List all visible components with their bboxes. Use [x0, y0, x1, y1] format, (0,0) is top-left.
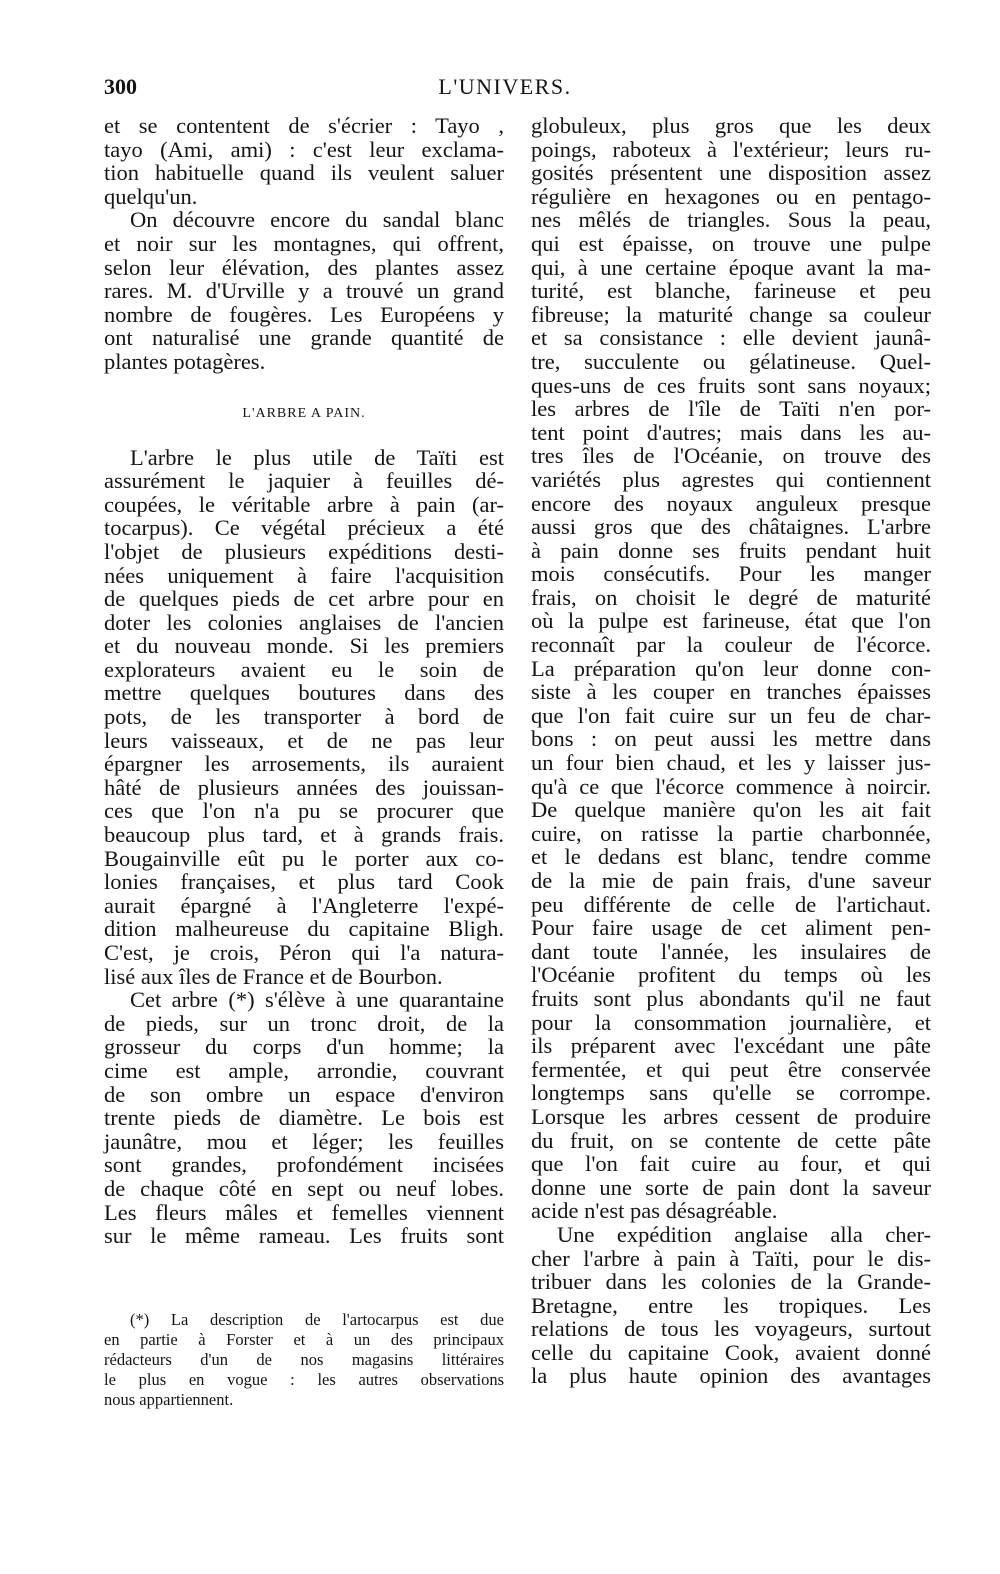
- text-line: hâté de plusieurs années des jouissan-: [104, 774, 504, 800]
- text-line: fibreuse; la maturité change sa couleur: [531, 301, 931, 327]
- text-line: l'Océanie profitent du temps où les: [531, 962, 931, 988]
- text-line: tion habituelle quand ils veulent saluer: [104, 160, 504, 186]
- text-line: frais, on choisit le degré de maturité: [531, 584, 931, 610]
- text-line: L'arbre le plus utile de Taïti est: [130, 444, 504, 470]
- text-line: variétés plus agrestes qui contiennent: [531, 466, 931, 492]
- text-line: La préparation qu'on leur donne con-: [531, 655, 931, 681]
- text-line: leurs vaisseaux, et de ne pas leur: [104, 727, 504, 753]
- text-line: épargner les arrosements, ils auraient: [104, 751, 504, 777]
- text-line: tocarpus). Ce végétal précieux a été: [104, 515, 504, 541]
- text-line: C'est, je crois, Péron qui l'a natura-: [104, 940, 504, 965]
- text-line: un four bien chaud, et les y laisser jus-: [531, 750, 931, 776]
- text-line: aussi gros que des châtaignes. L'arbre: [531, 514, 931, 540]
- text-line: quelqu'un.: [104, 183, 198, 209]
- text-line: et du nouveau monde. Si les premiers: [104, 633, 504, 659]
- text-line: bons : on peut aussi les mettre dans: [531, 726, 931, 752]
- text-line: ques-uns de ces fruits sont sans noyaux;: [531, 372, 931, 398]
- footnote-line: en partie à Forster et à un des principaux: [104, 1330, 504, 1349]
- text-line: de pieds, sur un tronc droit, de la: [104, 1010, 504, 1036]
- text-line: dition malheureuse du capitaine Bligh.: [104, 916, 504, 942]
- text-line: à pain donne ses fruits pendant huit: [531, 537, 931, 563]
- text-line: selon leur élévation, des plantes assez: [104, 254, 504, 280]
- text-line: mois consécutifs. Pour les manger: [531, 561, 931, 587]
- text-line: grosseur du corps d'un homme; la: [104, 1034, 504, 1060]
- page-number: 300: [104, 74, 137, 99]
- text-line: nombre de fougères. Les Européens y: [104, 301, 504, 327]
- text-line: longtemps sans qu'elle se corrompe.: [531, 1080, 931, 1106]
- text-line: qui est épaisse, on trouve une pulpe: [531, 230, 931, 256]
- text-line: encore des noyaux anguleux presque: [531, 490, 931, 516]
- text-line: lonies françaises, et plus tard Cook: [104, 869, 504, 895]
- text-line: assurément le jaquier à feuilles dé-: [104, 468, 504, 494]
- text-line: explorateurs avaient eu le soin de: [104, 656, 504, 682]
- text-line: tres îles de l'Océanie, on trouve des: [531, 443, 931, 469]
- text-line: dant toute l'année, les insulaires de: [531, 938, 931, 964]
- text-line: Bretagne, entre les tropiques. Les: [531, 1292, 931, 1318]
- text-line: que l'on fait cuire au four, et qui: [531, 1151, 931, 1177]
- footnote-line: le plus en vogue : les autres observations: [104, 1370, 504, 1389]
- paragraph: [531, 1223, 931, 1388]
- text-line: ces que l'on n'a pu se procurer que: [104, 798, 504, 824]
- text-line: tayo (Ami, ami) : c'est leur exclama-: [104, 136, 504, 162]
- text-line: qui, à une certaine époque avant la ma-: [531, 254, 931, 280]
- text-line: tribuer dans les colonies de la Grande-: [531, 1269, 931, 1295]
- text-line: pour la consommation journalière, et: [531, 1009, 931, 1035]
- text-line: que l'on fait cuire sur un feu de char-: [531, 702, 931, 728]
- running-head: L'UNIVERS.: [438, 74, 572, 99]
- text-line: Les fleurs mâles et femelles viennent: [104, 1199, 504, 1225]
- paragraph: [104, 114, 504, 208]
- text-line: mettre quelques boutures dans des: [104, 680, 504, 706]
- paragraph: [531, 114, 931, 1223]
- footnote-line: rédacteurs d'un de nos magasins littéraires: [104, 1350, 504, 1369]
- text-line: jaunâtre, mou et léger; les feuilles: [104, 1128, 504, 1154]
- text-line: sont grandes, profondément incisées: [104, 1152, 504, 1178]
- text-line: trente pieds de diamètre. Le bois est: [104, 1105, 504, 1131]
- text-line: de son ombre un espace d'environ: [104, 1081, 504, 1107]
- text-line: cime est ample, arrondie, couvrant: [104, 1057, 504, 1083]
- text-line: poings, raboteux à l'extérieur; leurs ru-: [531, 136, 931, 162]
- text-line: acide n'est pas désagréable.: [531, 1198, 778, 1224]
- text-line: Bougainville eût pu le porter aux co-: [104, 845, 504, 871]
- text-line: fruits sont plus abondants qu'il ne faut: [531, 985, 931, 1011]
- left-column: [104, 114, 504, 1248]
- text-line: On découvre encore du sandal blanc: [130, 207, 504, 233]
- paragraph: [104, 446, 504, 989]
- text-line: qu'à ce que l'écorce commence à noircir.: [531, 773, 931, 799]
- text-line: et le dedans est blanc, tendre comme: [531, 844, 931, 870]
- section-title: L'ARBRE A PAIN.: [242, 405, 366, 421]
- text-line: doter les colonies anglaises de l'ancien: [104, 609, 504, 635]
- text-line: Cet arbre (*) s'élève à une quarantaine: [130, 987, 504, 1013]
- text-line: et se contentent de s'écrier : Tayo ,: [104, 113, 504, 138]
- text-line: reconnaît par la couleur de l'écorce.: [531, 632, 931, 658]
- text-line: ont naturalisé une grande quantité de: [104, 325, 504, 351]
- text-line: et sa consistance : elle devient jaunâ-: [531, 325, 931, 351]
- right-column: [531, 114, 931, 1388]
- text-line: donne une sorte de pain dont la saveur: [531, 1174, 931, 1200]
- footnote: [104, 1310, 504, 1410]
- text-line: Lorsque les arbres cessent de produire: [531, 1103, 931, 1129]
- text-line: tre, succulente ou gélatineuse. Quel-: [531, 348, 931, 374]
- text-line: nées uniquement à faire l'acquisition: [104, 562, 504, 588]
- footnote-line: nous appartiennent.: [104, 1390, 234, 1409]
- text-line: beaucoup plus tard, et à grands frais.: [104, 822, 504, 848]
- text-line: nes mêlés de triangles. Sous la peau,: [531, 207, 931, 233]
- text-line: De quelque manière qu'on les ait fait: [531, 797, 931, 823]
- text-line: du fruit, on se contente de cette pâte: [531, 1127, 931, 1153]
- text-line: ils préparent avec l'excédant une pâte: [531, 1033, 931, 1059]
- text-line: globuleux, plus gros que les deux: [531, 113, 931, 138]
- text-line: de chaque côté en sept ou neuf lobes.: [104, 1175, 504, 1201]
- text-line: fermentée, et qui peut être conservée: [531, 1056, 931, 1082]
- text-line: rares. M. d'Urville y a trouvé un grand: [104, 278, 504, 304]
- text-line: tent point d'autres; mais dans les au-: [531, 419, 931, 445]
- text-line: aurait épargné à l'Angleterre l'expé-: [104, 892, 504, 918]
- text-line: régulière en hexagones ou en pentago-: [531, 183, 931, 209]
- text-line: pots, de les transporter à bord de: [104, 704, 504, 730]
- footnote-line: (*) La description de l'artocarpus est due: [130, 1310, 504, 1329]
- text-line: de quelques pieds de cet arbre pour en: [104, 586, 504, 612]
- text-line: siste à les couper en tranches épaisses: [531, 679, 931, 705]
- text-line: Une expédition anglaise alla cher-: [557, 1221, 931, 1247]
- text-line: de la mie de pain frais, d'une saveur: [531, 868, 931, 893]
- text-line: la plus haute opinion des avantages: [531, 1363, 931, 1389]
- text-line: l'objet de plusieurs expéditions desti-: [104, 538, 504, 564]
- text-line: plantes potagères.: [104, 348, 266, 374]
- text-line: sur le même rameau. Les fruits sont: [104, 1223, 504, 1249]
- text-line: lisé aux îles de France et de Bourbon.: [104, 963, 443, 989]
- text-line: Pour faire usage de cet aliment pen-: [531, 915, 931, 941]
- paragraph: [104, 988, 504, 1248]
- text-line: où la pulpe est farineuse, état que l'on: [531, 608, 931, 634]
- text-line: relations de tous les voyageurs, surtout: [531, 1316, 931, 1342]
- text-line: turité, est blanche, farineuse et peu: [531, 278, 931, 304]
- text-line: les arbres de l'île de Taïti n'en por-: [531, 396, 931, 422]
- text-line: gosités présentent une disposition assez: [531, 160, 931, 186]
- text-line: coupées, le véritable arbre à pain (ar-: [104, 491, 504, 517]
- text-line: et noir sur les montagnes, qui offrent,: [104, 230, 504, 256]
- text-line: celle du capitaine Cook, avaient donné: [531, 1339, 931, 1365]
- text-line: cuire, on ratisse la partie charbonnée,: [531, 820, 931, 846]
- paragraph: [104, 208, 504, 373]
- text-line: peu différente de celle de l'artichaut.: [531, 891, 931, 917]
- text-line: cher l'arbre à pain à Taïti, pour le dis-: [531, 1245, 931, 1271]
